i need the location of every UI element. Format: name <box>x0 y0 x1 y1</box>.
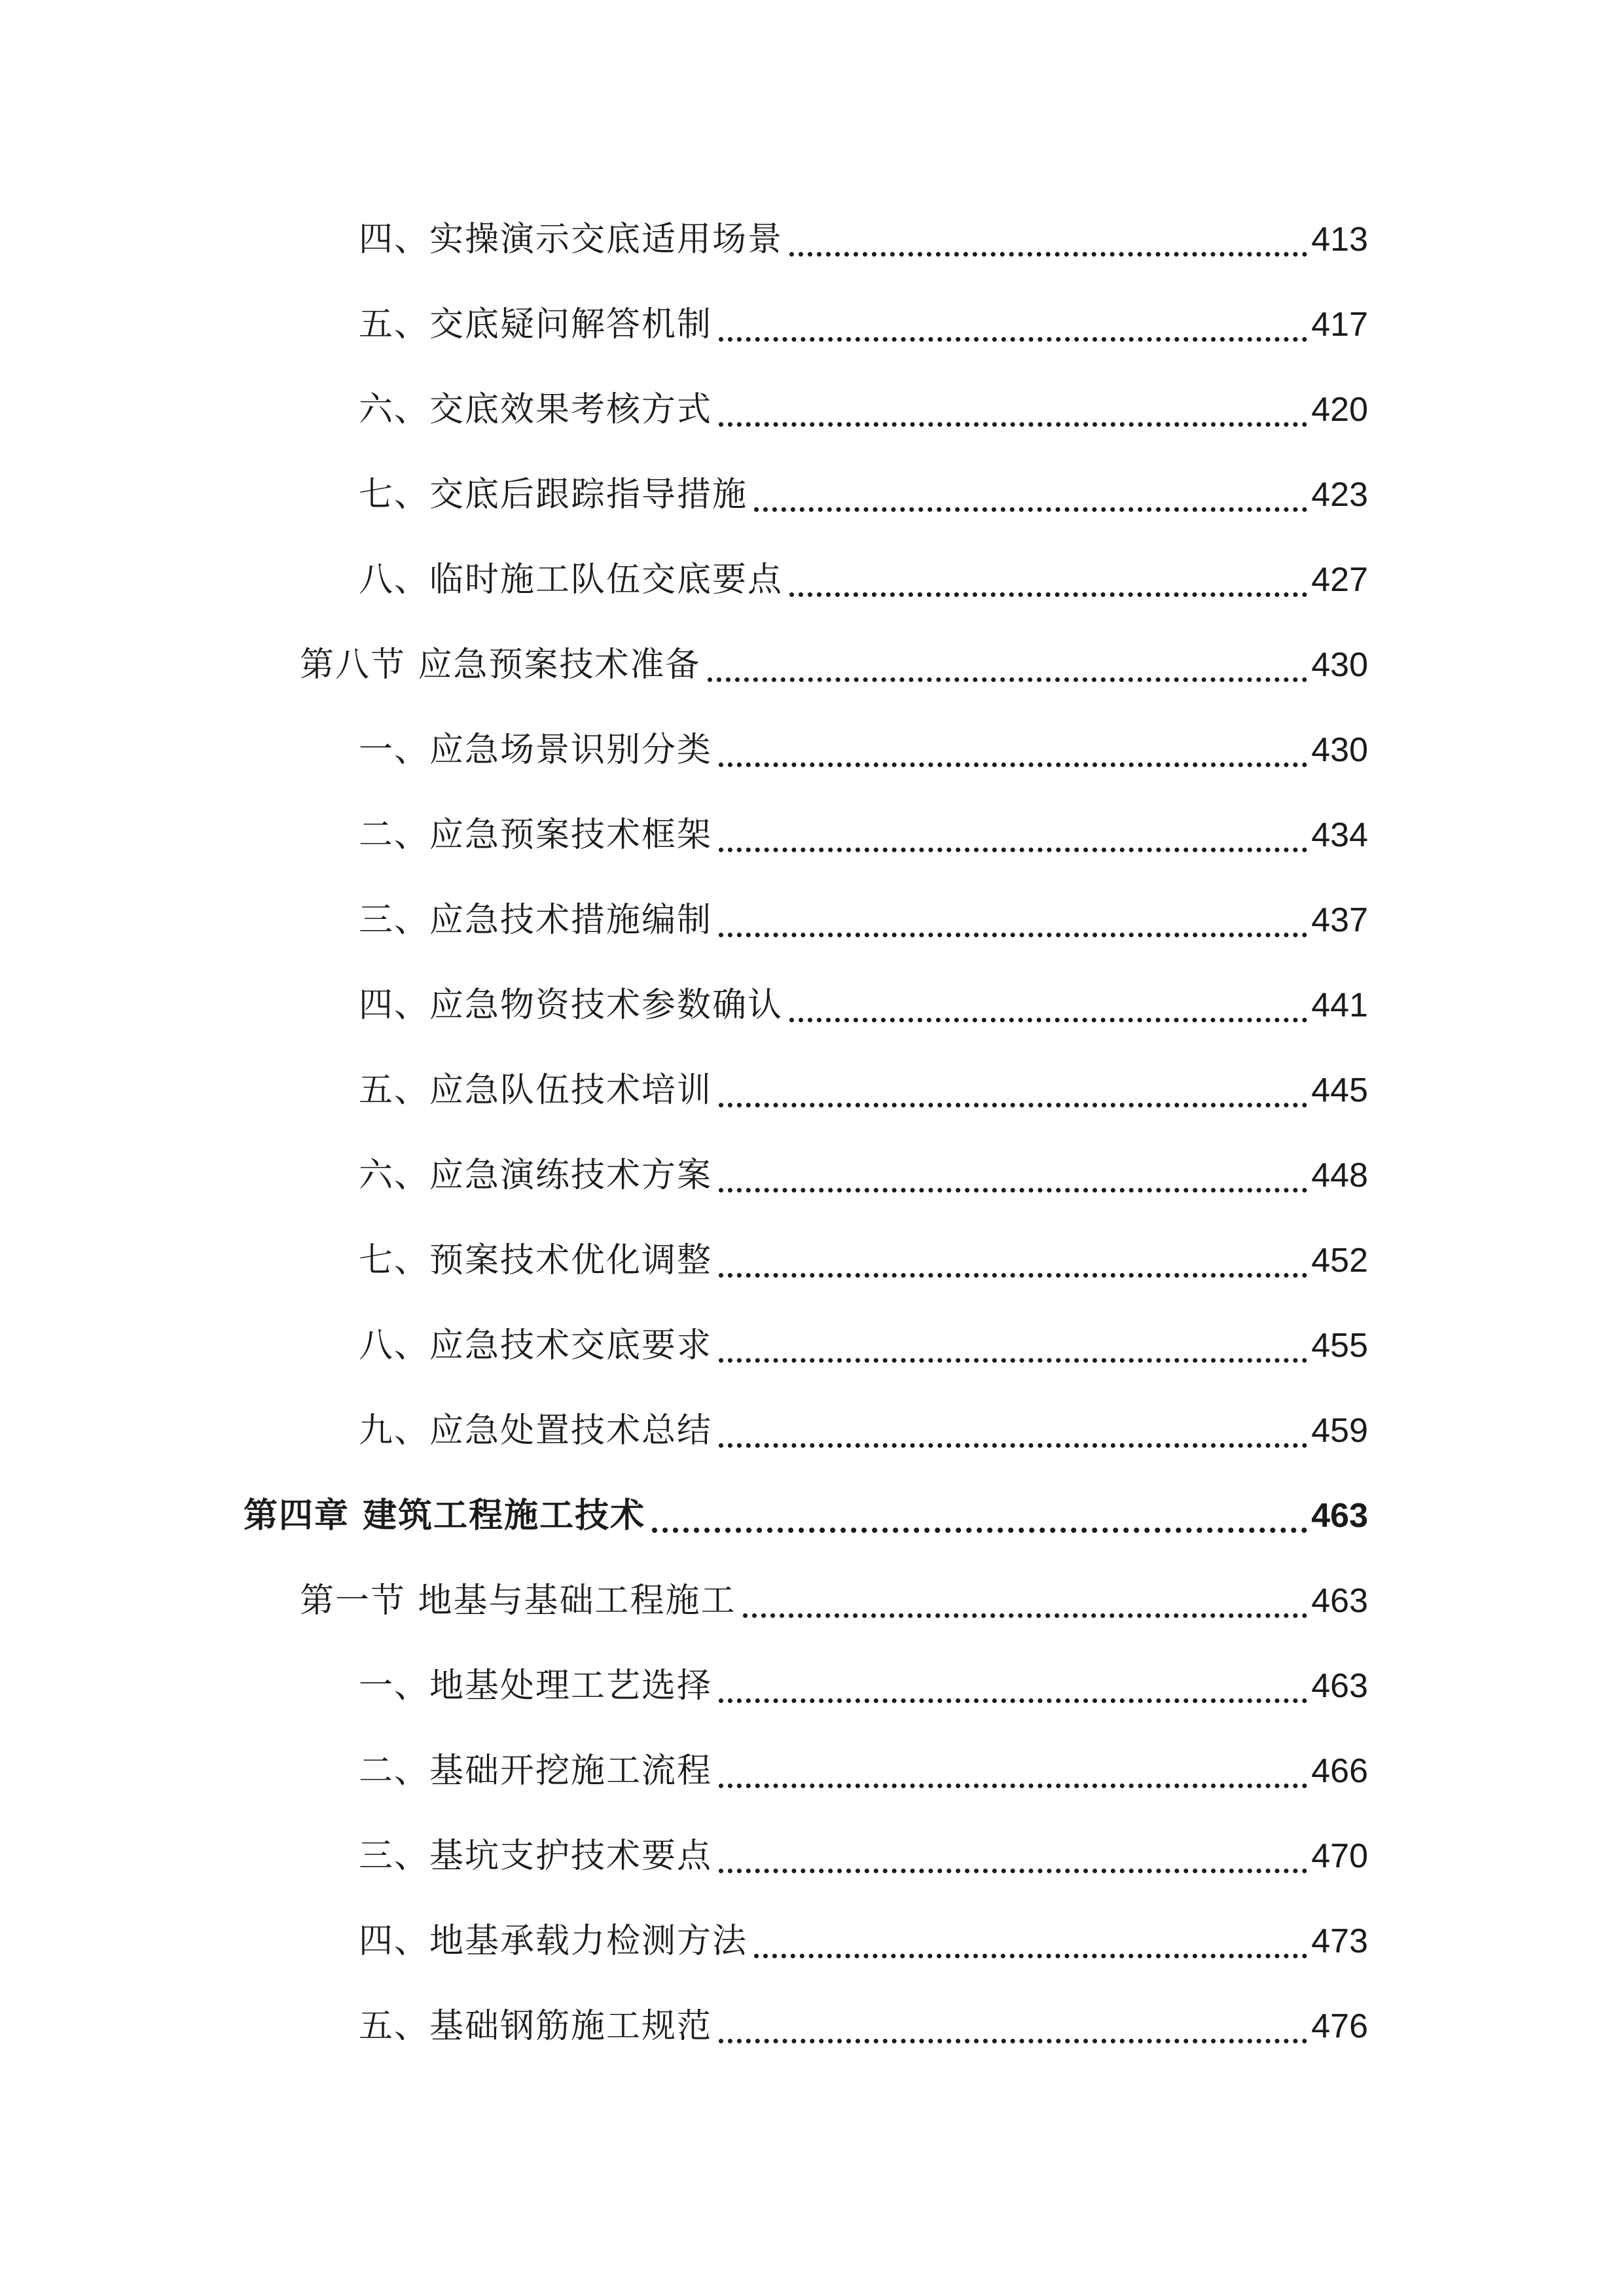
toc-entry-page: 463 <box>1311 1582 1368 1620</box>
toc-entry-page: 452 <box>1311 1242 1368 1280</box>
dot-leader <box>719 1103 1307 1107</box>
toc-entry[interactable] <box>359 554 1368 606</box>
dot-leader <box>719 848 1307 852</box>
dot-leader <box>719 762 1307 767</box>
toc-entry-label: 八、应急技术交底要求 <box>359 1326 713 1365</box>
toc-entry[interactable] <box>359 1064 1368 1117</box>
dot-leader <box>789 252 1307 257</box>
toc-entry-label: 六、交底效果考核方式 <box>359 390 713 429</box>
toc-entry-label: 八、临时施工队伍交底要点 <box>359 560 784 600</box>
toc-entry[interactable] <box>359 1830 1368 1882</box>
dot-leader <box>743 1613 1308 1618</box>
toc-entry-label: 五、应急队伍技术培训 <box>359 1071 713 1110</box>
toc-entry-page: 473 <box>1311 1922 1368 1960</box>
toc-entry[interactable] <box>359 384 1368 436</box>
toc-entry-page: 463 <box>1311 1667 1368 1705</box>
toc-entry-label: 一、地基处理工艺选择 <box>359 1666 713 1706</box>
toc-entry-page: 427 <box>1311 561 1368 599</box>
toc-entry-label: 七、预案技术优化调整 <box>359 1241 713 1280</box>
toc-entry-page: 441 <box>1311 986 1368 1024</box>
toc-entry-page: 470 <box>1311 1837 1368 1875</box>
toc-entry-label: 第四章 建筑工程施工技术 <box>244 1496 646 1535</box>
toc-entry-page: 423 <box>1311 476 1368 514</box>
toc-entry[interactable] <box>359 1319 1368 1372</box>
toc-entry-label: 四、地基承载力检测方法 <box>359 1922 748 1961</box>
toc-entry-label: 第八节 应急预案技术准备 <box>300 645 701 685</box>
toc-entry-page: 417 <box>1311 306 1368 344</box>
toc-entry[interactable] <box>359 2000 1368 2053</box>
toc-entry[interactable] <box>359 979 1368 1031</box>
toc-entry-label: 四、应急物资技术参数确认 <box>359 986 784 1025</box>
toc-section-entry[interactable] <box>300 1575 1368 1627</box>
toc-entry-page: 413 <box>1311 221 1368 259</box>
toc-entry-label: 二、应急预案技术框架 <box>359 816 713 855</box>
toc-entry[interactable] <box>359 1149 1368 1202</box>
dot-leader <box>754 1954 1307 1958</box>
dot-leader <box>719 1698 1307 1703</box>
toc-entry-page: 448 <box>1311 1157 1368 1194</box>
toc-entry-label: 五、交底疑问解答机制 <box>359 305 713 344</box>
toc-entry-page: 459 <box>1311 1412 1368 1450</box>
dot-leader <box>789 592 1307 597</box>
dot-leader <box>708 677 1308 682</box>
toc-entry-page: 463 <box>1311 1497 1368 1535</box>
dot-leader <box>719 337 1307 342</box>
toc-chapter-entry[interactable] <box>244 1490 1368 1542</box>
dot-leader <box>719 1869 1307 1873</box>
toc-entry-page: 437 <box>1311 901 1368 939</box>
toc-entry-label: 六、应急演练技术方案 <box>359 1156 713 1195</box>
toc-entry-label: 七、交底后跟踪指导措施 <box>359 475 748 514</box>
toc-entry-label: 四、实操演示交底适用场景 <box>359 220 784 259</box>
toc-entry[interactable] <box>359 469 1368 521</box>
toc-entry[interactable] <box>359 809 1368 861</box>
toc-entry[interactable] <box>359 1234 1368 1287</box>
toc-entry-label: 一、应急场景识别分类 <box>359 730 713 770</box>
toc-section-entry[interactable] <box>300 639 1368 691</box>
dot-leader <box>719 933 1307 937</box>
dot-leader <box>719 422 1307 427</box>
toc-entry-page: 476 <box>1311 2007 1368 2045</box>
toc-entry-page: 445 <box>1311 1071 1368 1109</box>
toc-entry-page: 466 <box>1311 1752 1368 1790</box>
toc-entry[interactable] <box>359 1660 1368 1712</box>
dot-leader <box>789 1018 1307 1022</box>
toc-entry-label: 二、基础开挖施工流程 <box>359 1751 713 1791</box>
toc-entry-page: 434 <box>1311 816 1368 854</box>
dot-leader <box>719 1784 1307 1788</box>
toc-entry-label: 五、基础钢筋施工规范 <box>359 2007 713 2046</box>
toc-entry[interactable] <box>359 213 1368 266</box>
toc-entry-label: 第一节 地基与基础工程施工 <box>300 1581 736 1621</box>
dot-leader <box>719 1273 1307 1278</box>
toc-entry-page: 430 <box>1311 731 1368 769</box>
toc-entry-label: 三、基坑支护技术要点 <box>359 1837 713 1876</box>
toc-entry[interactable] <box>359 1915 1368 1967</box>
toc-entry-label: 九、应急处置技术总结 <box>359 1411 713 1450</box>
dot-leader <box>719 2039 1307 2043</box>
toc-entry[interactable] <box>359 298 1368 351</box>
toc-entry[interactable] <box>359 1745 1368 1797</box>
dot-leader <box>719 1443 1307 1448</box>
dot-leader <box>652 1528 1307 1533</box>
toc-entry-page: 455 <box>1311 1327 1368 1365</box>
toc-entry[interactable] <box>359 724 1368 776</box>
dot-leader <box>719 1358 1307 1363</box>
toc-entry[interactable] <box>359 1405 1368 1457</box>
toc-entry-page: 430 <box>1311 646 1368 684</box>
toc-entry-label: 三、应急技术措施编制 <box>359 901 713 940</box>
dot-leader <box>754 507 1307 512</box>
dot-leader <box>719 1188 1307 1193</box>
toc-entry[interactable] <box>359 894 1368 946</box>
toc-entry-page: 420 <box>1311 391 1368 429</box>
